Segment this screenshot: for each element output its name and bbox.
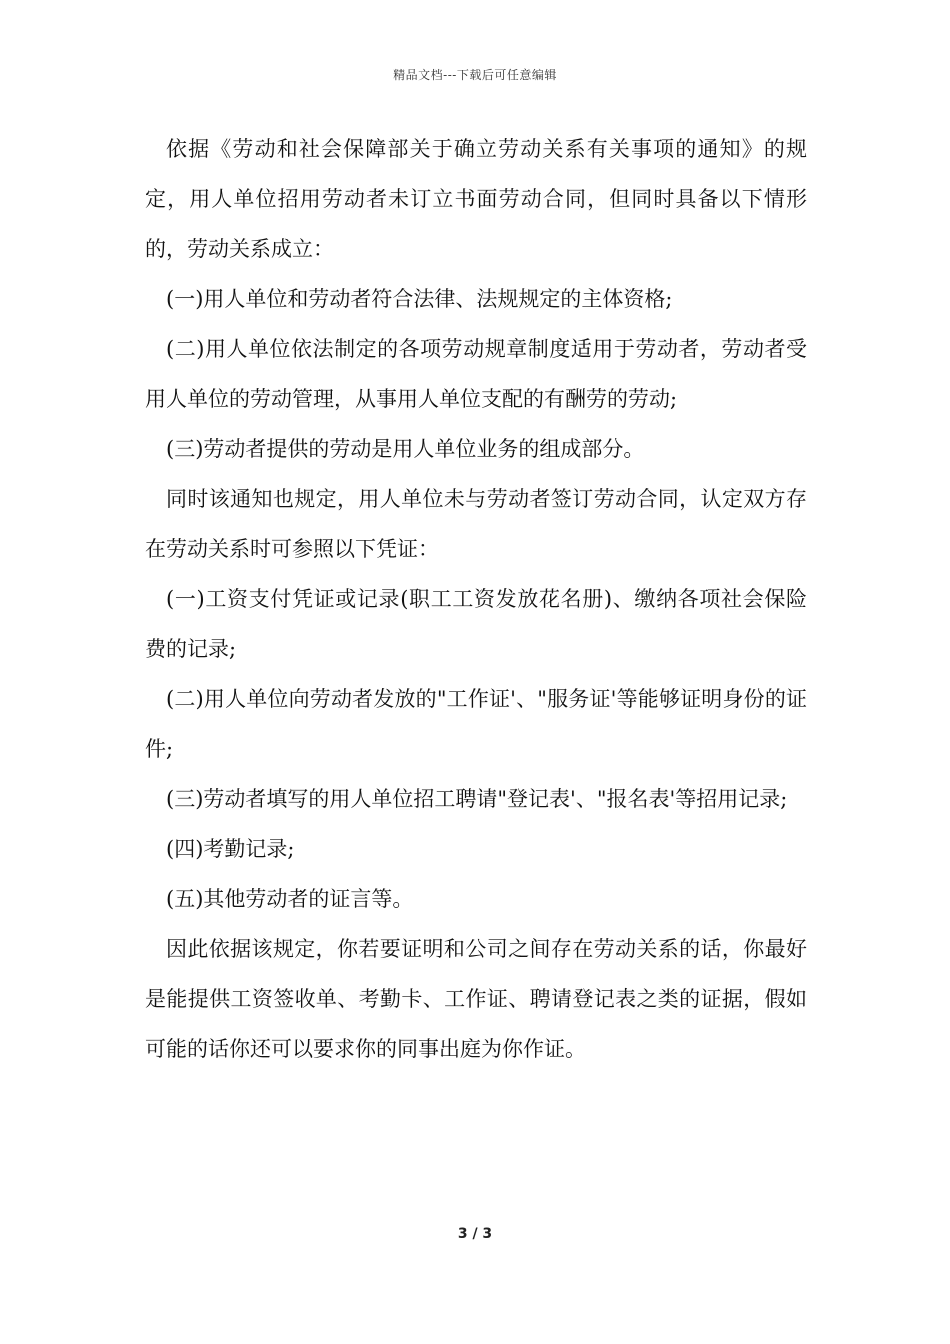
paragraph-legal-basis: 依据《劳动和社会保障部关于确立劳动关系有关事项的通知》的规定，用人单位招用劳动者未订立书面劳动合同，但同时具备以下情形的，劳动关系成立： [145, 137, 807, 261]
paragraph-evidence-3: (三)劳动者填写的用人单位招工聘请"登记表'、"报名表'等招用记录; [166, 787, 788, 811]
paragraph-condition-3: (三)劳动者提供的劳动是用人单位业务的组成部分。 [166, 437, 645, 461]
paragraph-evidence-5: (五)其他劳动者的证言等。 [166, 887, 414, 911]
document-body [145, 124, 807, 1074]
paragraph-condition-2: (二)用人单位依法制定的各项劳动规章制度适用于劳动者，劳动者受用人单位的劳动管理，从事用人单位支配的有酬劳的劳动; [145, 337, 807, 411]
paragraph-evidence-2: (二)用人单位向劳动者发放的"工作证'、"服务证'等能够证明身份的证件; [145, 687, 807, 761]
paragraph-conclusion: 因此依据该规定，你若要证明和公司之间存在劳动关系的话，你最好是能提供工资签收单、考勤卡、工作证、聘请登记表之类的证据，假如可能的话你还可以要求你的同事出庭为你作证。 [145, 937, 807, 1061]
page-number: 3 / 3 [457, 1226, 493, 1242]
paragraph-evidence-1: (一)工资支付凭证或记录(职工工资发放花名册)、缴纳各项社会保险费的记录; [145, 587, 807, 661]
paragraph-evidence-intro: 同时该通知也规定，用人单位未与劳动者签订劳动合同，认定双方存在劳动关系时可参照以下凭证： [145, 487, 807, 561]
paragraph-evidence-4: (四)考勤记录; [166, 837, 295, 861]
page-header: 精品文档---下载后可任意编辑 [393, 68, 557, 82]
paragraph-condition-1: (一)用人单位和劳动者符合法律、法规规定的主体资格; [166, 287, 673, 311]
